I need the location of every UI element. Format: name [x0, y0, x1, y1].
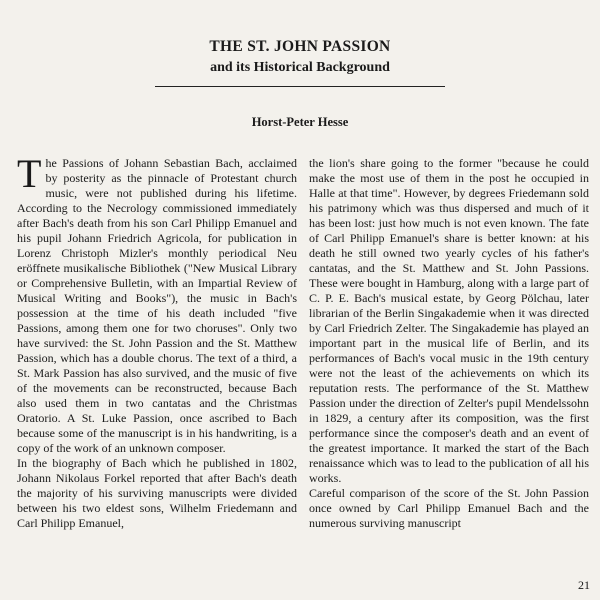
right-column: [309, 156, 589, 531]
paragraph: [17, 151, 297, 456]
paragraph: the lion's share going to the former "because he could make the most use of them in the post he occupied in Halle at that time". However, by degrees Friedemann sold his patrimony which was thus dispersed and much of it has been lost: just how much is not even known. The fate of Carl Philipp Emanuel's share is better known: at his death he still owned two yearly cycles of his father's cantatas, and the St. Matthew and St. John Passions. These were bought in Hamburg, along with a large part of C. P. E. Bach's musical estate, by Georg Pölchau, later librarian of the Berlin Singakademie when it was directed by Carl Friedrich Zelter. The Singakademie has played an important part in the musical life of Berlin, and its performances of Bach's vocal music in the 19th century were not the least of the achievements on which its reputation rests. The performance of the St. Matthew Passion under the direction of Zelter's pupil Mendelssohn in 1829, a century after its composition, was the first performance since the composer's death and an event of the greatest importance. It marked the start of the Bach renaissance which was to lead to the publication of all his works.: [309, 156, 589, 485]
paragraph: Careful comparison of the score of the St. John Passion once owned by Carl Philipp Emanuel Bach and the numerous surviving manuscript: [309, 486, 589, 530]
page-title: THE ST. JOHN PASSION: [209, 38, 391, 55]
page-number: 21: [578, 578, 590, 592]
title-divider: [155, 86, 445, 87]
paragraph: In the biography of Bach which he published in 1802, Johann Nikolaus Forkel reported that after Bach's death the majority of his surviving manuscripts were divided between his two eldest sons, Wilhelm Friedemann and Carl Philipp Emanuel,: [17, 456, 297, 530]
drop-cap: T: [17, 151, 42, 196]
paragraph-text: he Passions of Johann Sebastian Bach, acclaimed by posterity as the pinnacle of Protestant church music, were not published during his lifetime. According to the Necrology commissioned immediately after Bach's death from his son Carl Philipp Emanuel and his pupil Johann Friedrich Agricola, for publication in Lorenz Christoph Mizler's monthly periodical Neu eröffnete musikalische Bibliothek ("New Musical Library or Comprehensive Bulletin, with an Impartial Review of Musical Writing and Books"), the music in Bach's possession at the time of his death included "five Passions, among them one for two choruses". Only two have survived: the St. John Passion and the St. Matthew Passion, which has a double chorus. The text of a third, a St. Mark Passion has also survived, and the music of five of the movements can be reconstructed, because Bach also used them in two cantatas and the Christmas Oratorio. A St. Luke Passion, once ascribed to Bach because some of the manuscript is in his handwriting, is a copy of the work of an unknown composer.: [17, 156, 297, 455]
author-name: Horst-Peter Hesse: [251, 115, 349, 129]
left-column: [17, 151, 297, 531]
page-subtitle: and its Historical Background: [210, 60, 390, 75]
